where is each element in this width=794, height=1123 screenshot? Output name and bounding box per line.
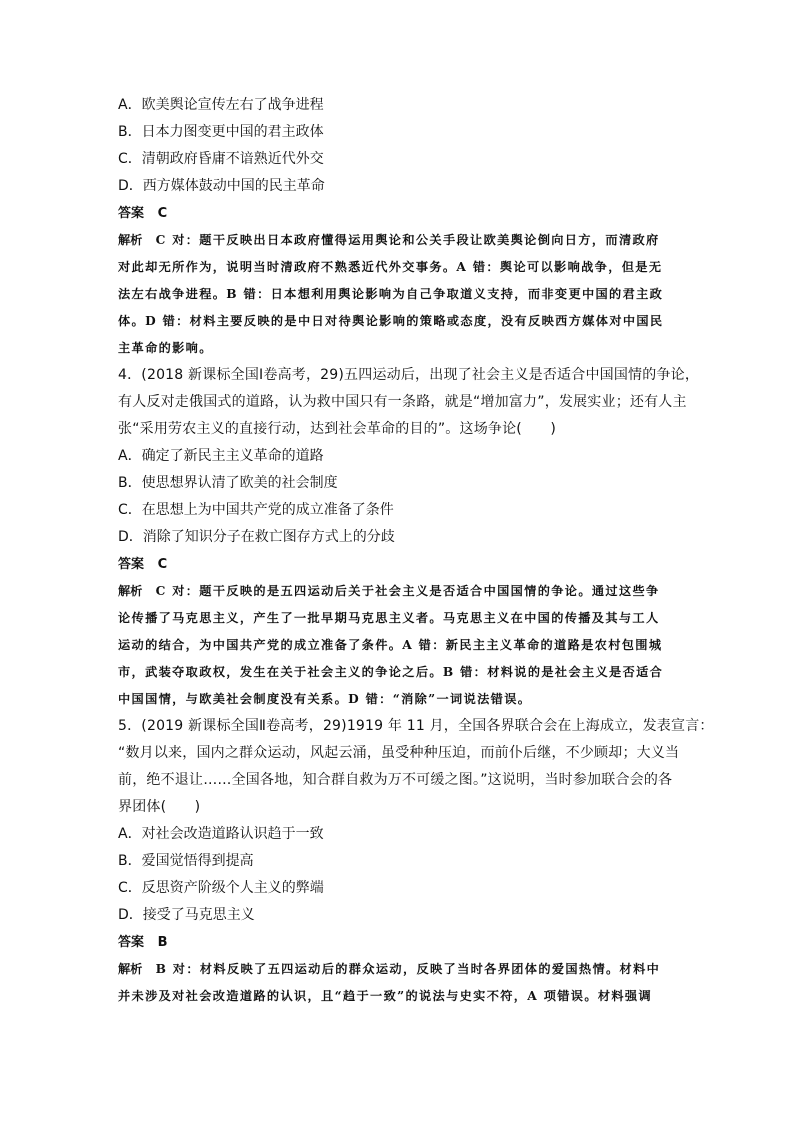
answer-label: 答案 [118,557,145,572]
answer-line [118,551,678,578]
explanation-line: 中国国情，与欧美社会制度没有关系。D 错：“消除”一词说法错误。 [118,692,532,706]
answer-value: B [157,935,168,950]
question-3 [118,92,678,362]
answer-value: C [157,557,168,572]
explanation-line: 运动的结合，为中国共产党的成立准备了条件。A 错：新民主主义革命的道路是农村包围城 [118,638,663,652]
answer-label: 答案 [118,935,145,950]
explanation-line: 市，武装夺取政权，发生在关于社会主义的争论之后。B 错：材料说的是社会主义是否适合 [118,665,664,679]
option-b: B．使思想界认清了欧美的社会制度 [118,475,338,491]
explanation-line: 主革命的影响。 [118,341,213,355]
explanation-label: 解析 [118,233,143,247]
option-b: B．日本力图变更中国的君主政体 [118,124,324,140]
option-c: C．在思想上为中国共产党的成立准备了条件 [118,502,394,518]
option-d: D．西方媒体鼓动中国的民主革命 [118,178,325,194]
question-stem: 4．(2018 新课标全国Ⅰ卷高考，29)五四运动后，出现了社会主义是否适合中国国情的争论， [118,367,700,383]
option-a: A．对社会改造道路认识趋于一致 [118,826,324,842]
answer-label: 答案 [118,206,145,221]
document-page [118,92,714,1010]
question-stem: 前，绝不退让……全国各地，知合群自救为万不可缓之图。”这说明，当时参加联合会的各 [118,772,673,788]
question-4 [118,362,700,713]
question-stem: “数月以来，国内之群众运动，风起云涌，虽受种种压迫，而前仆后继，不少顾却；大义当 [118,745,680,761]
explanation-label: 解析 [118,962,143,976]
answer-value: C [157,206,168,221]
answer-line [118,929,678,956]
option-b: B．爱国觉悟得到提高 [118,853,254,869]
option-d: D．接受了马克思主义 [118,907,255,923]
option-d: D．消除了知识分子在救亡图存方式上的分歧 [118,529,395,545]
explanation-line: 解析 C 对：题干反映出日本政府懂得运用舆论和公关手段让欧美舆论倒向日方，而清政府 [118,233,660,247]
question-stem: 5．(2019 新课标全国Ⅱ卷高考，29)1919 年 11 月，全国各界联合会在上海成立，发表宣言： [118,718,714,734]
question-stem: 有人反对走俄国式的道路，认为救中国只有一条路，就是“增加富力”，发展实业；还有人主 [118,394,687,410]
question-stem: 界团体( ) [118,799,201,815]
explanation-line: 论传播了马克思主义，产生了一批早期马克思主义者。马克思主义在中国的传播及其与工人 [118,611,660,625]
option-a: A．欧美舆论宣传左右了战争进程 [118,97,324,113]
explanation-line: 解析 B 对：材料反映了五四运动后的群众运动，反映了当时各界团体的爱国热情。材料中 [118,962,661,976]
explanation-line: 体。D 错：材料主要反映的是中日对待舆论影响的策略或态度，没有反映西方媒体对中国民 [118,314,664,328]
option-a: A．确定了新民主主义革命的道路 [118,448,324,464]
option-c: C．反思资产阶级个人主义的弊端 [118,880,324,896]
question-5 [118,713,714,1010]
option-c: C．清朝政府昏庸不谙熟近代外交 [118,151,324,167]
question-stem: 张“采用劳农主义的直接行动，达到社会革命的目的”。这场争论( ) [118,421,557,437]
explanation-line: 解析 C 对：题干反映的是五四运动后关于社会主义是否适合中国国情的争论。通过这些争 [118,584,660,598]
explanation-line: 对此却无所作为，说明当时清政府不熟悉近代外交事务。A 错：舆论可以影响战争，但是无 [118,260,663,274]
answer-line [118,200,678,227]
explanation-label: 解析 [118,584,143,598]
explanation-line: 法左右战争进程。B 错：日本想利用舆论影响为自己争取道义支持，而非变更中国的君主政 [118,287,664,301]
explanation-line: 并未涉及对社会改造道路的认识，且“趋于一致”的说法与史实不符，A 项错误。材料强调 [118,989,653,1003]
